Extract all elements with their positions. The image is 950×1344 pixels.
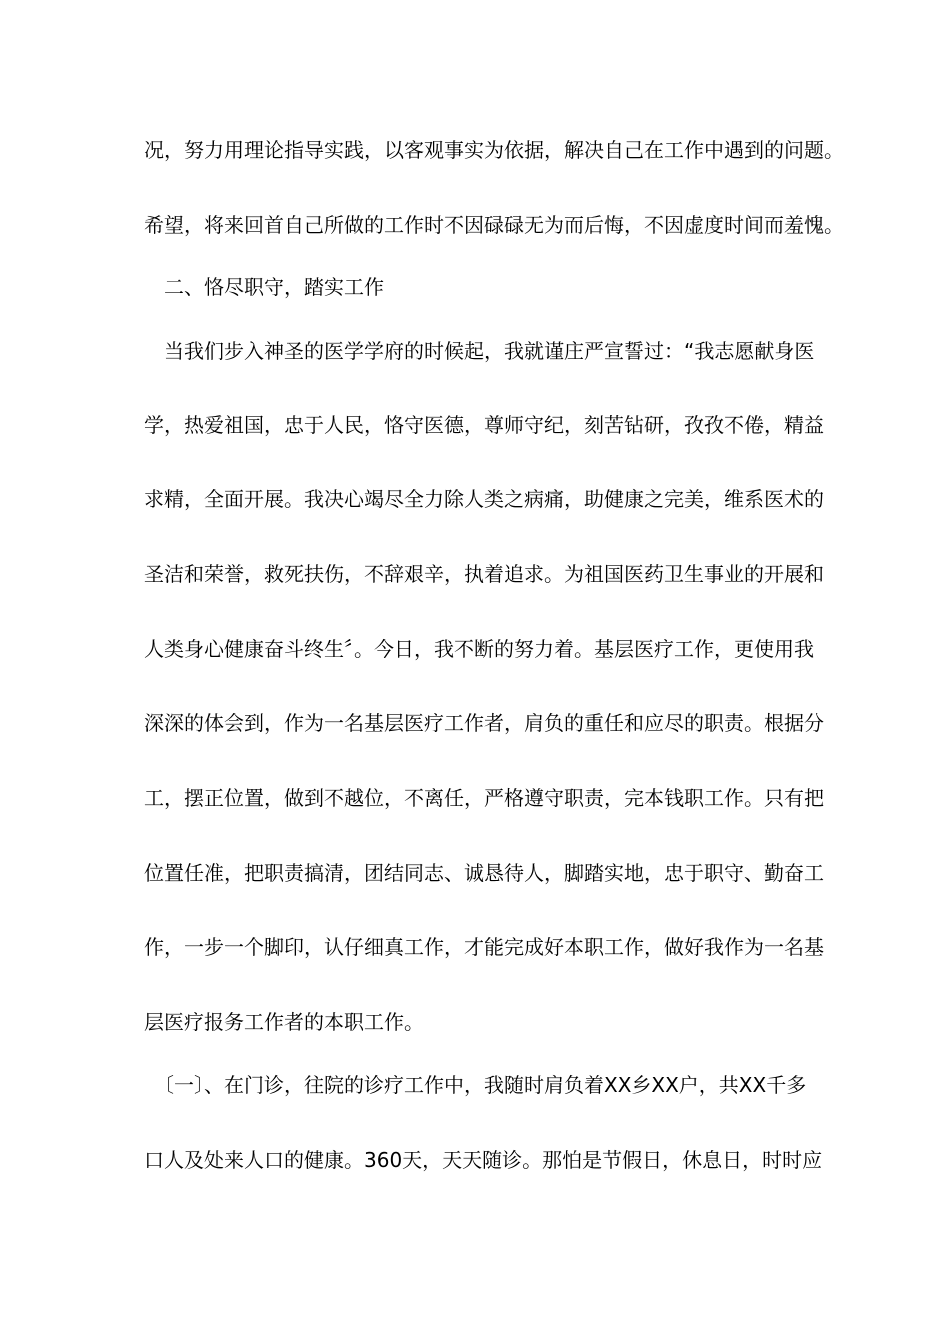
text-line: 位置任准，把职责搞清，团结同志、诚恳待人，脚踏实地，忠于职守、勤奋工 [144, 861, 824, 885]
text-line: 作，一步一个脚印，认仔细真工作，才能完成好本职工作，做好我作为一名基 [144, 935, 824, 959]
text-line: 圣洁和荣誉，救死扶伤，不辞艰辛，执着追求。为祖国医药卫生事业的开展和 [144, 562, 824, 586]
text-line: 口人及处来人口的健康。360天，天天随诊。那怕是节假日，休息日，时时应 [144, 1148, 823, 1172]
text-line: 工，摆正位置，做到不越位，不离任，严格遵守职责，完本钱职工作。只有把 [144, 786, 824, 810]
text-line: 希望，将来回首自己所做的工作时不因碌碌无为而后悔，不因虚度时间而羞愧。 [144, 213, 844, 237]
text-line: 学，热爱祖国，忠于人民，恪守医德，尊师守纪，刻苦钻研，孜孜不倦，精益 [144, 413, 824, 437]
section-heading: 二、恪尽职守，踏实工作 [144, 275, 384, 299]
text-line: 人类身心健康奋斗终生〞。今日，我不断的努力着。基层医疗工作，更使用我 [144, 637, 814, 661]
text-line: 当我们步入神圣的医学学府的时候起，我就谨庄严宣誓过：“我志愿献身医 [144, 339, 815, 363]
text-line: 况，努力用理论指导实践，以客观事实为依据，解决自己在工作中遇到的问题。 [144, 138, 844, 162]
text-line: 求精，全面开展。我决心竭尽全力除人类之病痛，助健康之完美，维系医术的 [144, 487, 824, 511]
text-line: 深深的体会到，作为一名基层医疗工作者，肩负的重任和应尽的职责。根据分 [144, 711, 824, 735]
text-line: 层医疗报务工作者的本职工作。 [144, 1010, 424, 1034]
text-line: 〔一〕、在门诊，往院的诊疗工作中，我随时肩负着XX乡XX户，共XX千多 [144, 1073, 807, 1097]
